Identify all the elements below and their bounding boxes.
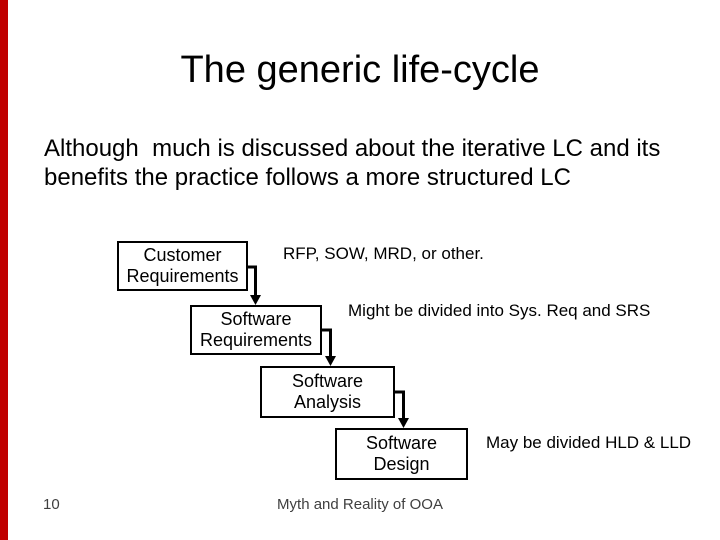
body-line-2: benefits the practice follows a more structured LC: [44, 164, 571, 191]
connector-line-1: [248, 267, 256, 296]
flow-box-label-line: Design: [373, 454, 430, 474]
flow-box-software-requirements: [190, 305, 322, 355]
flow-box-label-line: Software: [291, 371, 364, 391]
flow-box-software-analysis: [260, 366, 395, 418]
flow-box-label-line: Customer: [143, 245, 222, 265]
flow-box-label-line: Requirements: [199, 330, 313, 350]
flow-box-customer-requirements: [117, 241, 248, 291]
annotation-software-design: May be divided HLD & LLD: [486, 433, 692, 452]
flow-box-label-line: Software: [220, 309, 292, 329]
flow-box-label-line: Requirements: [126, 266, 239, 286]
footer-text: Myth and Reality of OOA: [277, 496, 443, 513]
arrow-down-icon: [250, 295, 261, 305]
annotation-software-requirements: Might be divided into Sys. Req and SRS: [348, 301, 651, 320]
flow-box-label-line: Analysis: [293, 392, 362, 412]
flow-box-label-line: Software: [365, 433, 438, 453]
page-number: 10: [43, 496, 60, 513]
flow-box-software-design: [335, 428, 468, 480]
slide-title: The generic life-cycle: [180, 49, 540, 91]
arrow-down-icon: [398, 418, 409, 428]
body-line-1: Although much is discussed about the iterative LC and its: [44, 135, 661, 162]
annotation-customer-requirements: RFP, SOW, MRD, or other.: [283, 244, 484, 263]
connector-line-2: [322, 330, 331, 357]
arrow-down-icon: [325, 356, 336, 366]
slide-body-text: [44, 134, 704, 192]
connector-line-3: [395, 392, 404, 419]
